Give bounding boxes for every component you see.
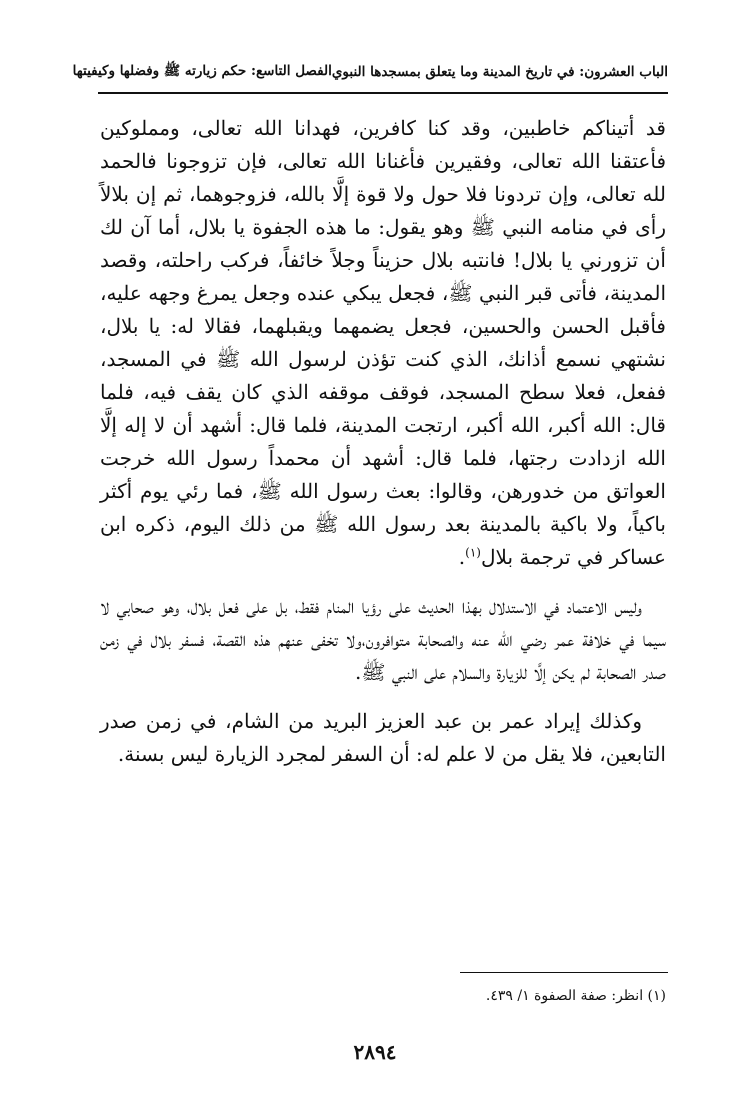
header-rule xyxy=(98,92,668,94)
running-header xyxy=(72,60,668,84)
paragraph xyxy=(100,112,666,574)
header-chapter-title: الباب العشرون: في تاريخ المدينة وما يتعلق بمسجدها النبوي xyxy=(331,64,668,80)
paragraph: وكذلك إيراد عمر بن عبد العزيز البريد من الشام، في زمن صدر التابعين، فلا يقل من لا علم له: أن السفر لمجرد الزيارة ليس بسنة. xyxy=(100,709,666,766)
header-section-title: الفصل التاسع: حكم زيارته ﷺ وفضلها وكيفيتها xyxy=(72,63,332,79)
paragraph: وليس الاعتماد في الاستدلال بهذا الحديث على رؤيا المنام فقط، بل على فعل بلال، وهو صحابي لا سيما في خلافة عمر رضي الله عنه والصحابة متوافرون،ولا تخفى عنهم هذه القصة، فسفر بلال في زمن صدر الصحابة لم يكن إلَّا للزيارة والسلام على النبي ﷺ. xyxy=(100,594,666,684)
footnote-reference: (١) xyxy=(465,545,481,560)
paragraph-text: قد أتيناكم خاطبين، وقد كنا كافرين، فهدانا الله تعالى، ومملوكين فأعتقنا الله تعالى، وفقيرين فأغنانا الله تعالى، فإن تزوجونا فالحمد لله تعالى، وإن تردونا فلا حول ولا قوة إلَّا بالله، فزوجوهما، ثم إن بلالاً رأى في منامه النبي ﷺ وهو يقول: ما هذه الجفوة يا بلال، أما آن لك أن تزورني يا بلال! فانتبه بلال حزيناً وجلاً خائفاً، فركب راحلته، وقصد المدينة، فأتى قبر النبي ﷺ، فجعل يبكي عنده وجعل يمرغ وجهه عليه، فأقبل الحسن والحسين، فجعل يضمهما ويقبلهما، فقالا له: يا بلال، نشتهي نسمع أذانك، الذي كنت تؤذن لرسول الله ﷺ في المسجد، ففعل، فعلا سطح المسجد، فوقف موقفه الذي كان يقف فيه، فلما قال: الله أكبر، الله أكبر، ارتجت المدينة، فلما قال: أشهد أن لا إله إلَّا الله ازدادت رجتها، فلما قال: أشهد أن محمداً رسول الله خرجت العواتق من خدورهن، وقالوا: بعث رسول الله ﷺ، فما رئي يوم أكثر باكياً، ولا باكية بالمدينة بعد رسول الله ﷺ من ذلك اليوم، ذكره ابن عساكر في ترجمة بلال xyxy=(100,116,666,569)
footnote-rule xyxy=(460,972,668,973)
paragraph-end-mark: . xyxy=(458,545,466,569)
main-text xyxy=(100,112,666,787)
footnote: (١) انظر: صفة الصفوة ١/ ٤٣٩. xyxy=(485,988,666,1004)
page-number: ٢٨٩٤ xyxy=(353,1040,397,1064)
